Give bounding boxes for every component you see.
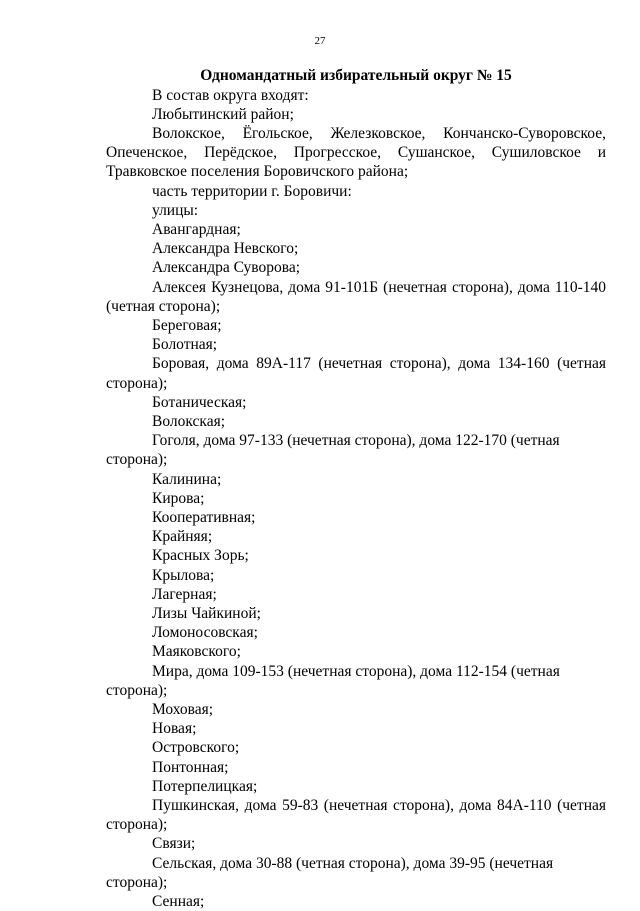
paragraph: Сенная; bbox=[106, 892, 606, 911]
paragraph: В состав округа входят: bbox=[106, 86, 606, 105]
paragraph: Сельская, дома 30-88 (четная сторона), дома 39-95 (нечетная сторона); bbox=[106, 854, 606, 892]
paragraph: Гоголя, дома 97-133 (нечетная сторона), дома 122-170 (четная сторона); bbox=[106, 431, 606, 469]
paragraph: Красных Зорь; bbox=[106, 546, 606, 565]
page-number: 27 bbox=[0, 34, 640, 48]
paragraph: Крылова; bbox=[106, 566, 606, 585]
paragraph: Мира, дома 109-153 (нечетная сторона), дома 112-154 (четная сторона); bbox=[106, 662, 606, 700]
paragraph: Боровая, дома 89А-117 (нечетная сторона), дома 134-160 (четная сторона); bbox=[106, 354, 606, 392]
document-body bbox=[106, 86, 606, 911]
paragraph: Потерпелицкая; bbox=[106, 777, 606, 796]
paragraph: Александра Суворова; bbox=[106, 258, 606, 277]
paragraph: Связи; bbox=[106, 834, 606, 853]
paragraph: Ломоносовская; bbox=[106, 623, 606, 642]
paragraph: Моховая; bbox=[106, 700, 606, 719]
paragraph: Кооперативная; bbox=[106, 508, 606, 527]
paragraph: Александра Невского; bbox=[106, 239, 606, 258]
paragraph: Пушкинская, дома 59-83 (нечетная сторона), дома 84А-110 (четная сторона); bbox=[106, 796, 606, 834]
paragraph: Береговая; bbox=[106, 316, 606, 335]
paragraph: Лизы Чайкиной; bbox=[106, 604, 606, 623]
district-title: Одномандатный избирательный округ № 15 bbox=[106, 66, 606, 85]
paragraph: Кирова; bbox=[106, 489, 606, 508]
paragraph: Болотная; bbox=[106, 335, 606, 354]
paragraph: Калинина; bbox=[106, 470, 606, 489]
paragraph: Лагерная; bbox=[106, 585, 606, 604]
paragraph: часть территории г. Боровичи: bbox=[106, 182, 606, 201]
paragraph: Ботаническая; bbox=[106, 393, 606, 412]
paragraph: Любытинский район; bbox=[106, 105, 606, 124]
paragraph: Понтонная; bbox=[106, 758, 606, 777]
paragraph: Алексея Кузнецова, дома 91-101Б (нечетная сторона), дома 110-140 (четная сторона); bbox=[106, 278, 606, 316]
paragraph: Новая; bbox=[106, 719, 606, 738]
paragraph: Островского; bbox=[106, 738, 606, 757]
paragraph: улицы: bbox=[106, 201, 606, 220]
paragraph: Маяковского; bbox=[106, 642, 606, 661]
paragraph: Волокская; bbox=[106, 412, 606, 431]
paragraph: Авангардная; bbox=[106, 220, 606, 239]
paragraph: Волокское, Ёгольское, Железковское, Кончанско-Суворовское, Опеченское, Перёдское, Прогресское, Сушанское, Сушиловское и Травковское поселения Боровичского района; bbox=[106, 124, 606, 182]
paragraph: Крайняя; bbox=[106, 527, 606, 546]
